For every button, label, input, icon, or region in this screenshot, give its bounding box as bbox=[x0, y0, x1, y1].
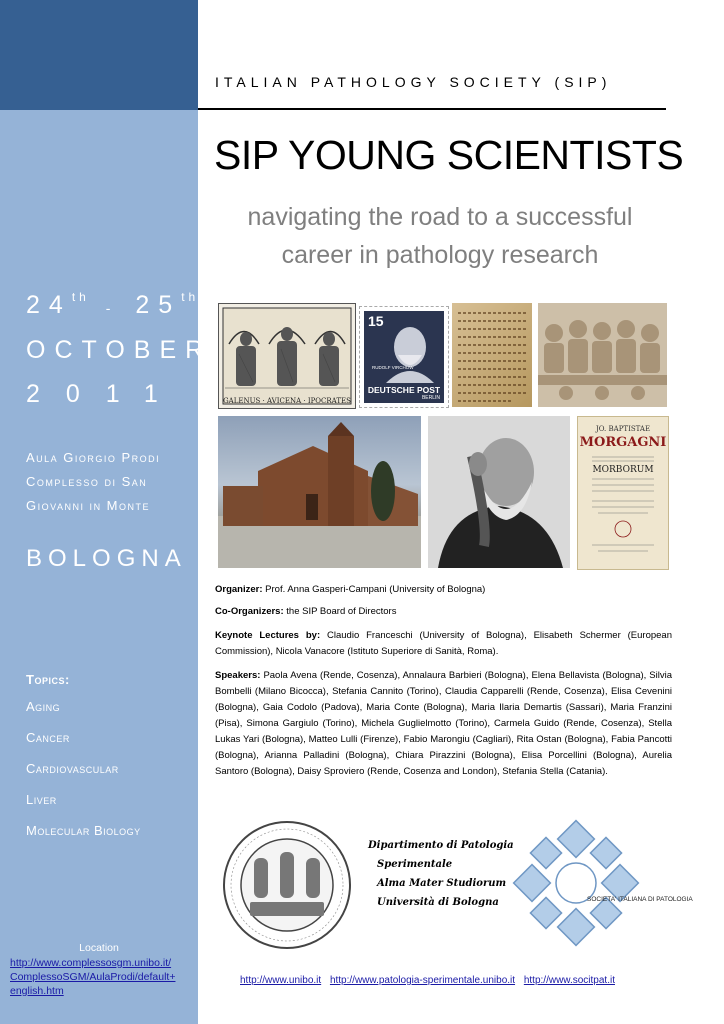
header-rule bbox=[198, 108, 666, 110]
venue-line: Giovanni in Monte bbox=[26, 498, 151, 513]
portrait-illustration bbox=[428, 416, 570, 568]
topics-heading: Topics: bbox=[26, 672, 70, 687]
organizer-text: Prof. Anna Gasperi-Campani (University of Bologna) bbox=[265, 584, 486, 595]
sip-logo-mark bbox=[505, 818, 670, 953]
fresco-illustration bbox=[219, 304, 355, 408]
footer-link-socitpat[interactable]: http://www.socitpat.it bbox=[523, 975, 615, 986]
keynote-line bbox=[215, 628, 672, 660]
morgagni-book-cover bbox=[577, 416, 669, 570]
stamp-face bbox=[364, 311, 444, 403]
location-link-line: http://www.complessosgm.unibo.it/ bbox=[10, 957, 172, 969]
speakers-label: Speakers: bbox=[215, 670, 261, 681]
subtitle-line: navigating the road to a successful bbox=[247, 203, 633, 231]
footer-links bbox=[240, 975, 621, 986]
relief-sculpture-image bbox=[538, 303, 667, 407]
church-illustration bbox=[218, 416, 421, 568]
book-text-lines bbox=[578, 417, 668, 569]
co-organizers-text: the SIP Board of Directors bbox=[286, 606, 397, 617]
subtitle-line: career in pathology research bbox=[281, 241, 599, 269]
location-label: Location bbox=[79, 942, 119, 954]
date-month: OCTOBER bbox=[26, 336, 213, 364]
day-start-suffix: th bbox=[71, 290, 90, 304]
day-start: 24 bbox=[26, 291, 72, 319]
keynote-label: Keynote Lectures by: bbox=[215, 630, 321, 641]
koch-portrait-photo bbox=[428, 416, 570, 568]
footer-link-unibo[interactable]: http://www.unibo.it bbox=[240, 975, 322, 986]
venue bbox=[26, 446, 160, 518]
topic-item: Cancer bbox=[26, 730, 70, 745]
fresco-caption: GALENUS · AVICENA · IPOCRATES bbox=[223, 397, 351, 405]
fresco-image bbox=[218, 303, 356, 409]
subtitle bbox=[205, 198, 675, 274]
topic-item: Liver bbox=[26, 792, 57, 807]
topic-item: Aging bbox=[26, 699, 61, 714]
relief-figures bbox=[538, 303, 667, 407]
co-organizers-label: Co-Organizers: bbox=[215, 606, 284, 617]
location-link-line: ComplessoSGM/AulaProdi/default+ bbox=[10, 971, 176, 983]
keynote-text: Claudio Franceschi (University of Bologna), Elisabeth Schermer (European Commission), Nicola Vanacore (Istituto Superiore di Sanità, Roma). bbox=[215, 630, 672, 657]
department-line: Alma Mater Studiorum bbox=[377, 878, 507, 889]
organizer-line bbox=[215, 582, 672, 598]
seal-illustration bbox=[220, 818, 355, 953]
day-end-suffix: th bbox=[181, 290, 200, 304]
date-year: 2011 bbox=[26, 380, 184, 408]
sidebar-header-block bbox=[0, 0, 198, 110]
co-organizers-line bbox=[215, 604, 672, 620]
location-link-line: english.htm bbox=[10, 985, 64, 997]
church-photo bbox=[218, 416, 421, 568]
department-line: Dipartimento di Patologia bbox=[368, 840, 514, 851]
manuscript-image bbox=[452, 303, 532, 407]
department-line: Sperimentale bbox=[377, 859, 453, 870]
department-line: Università di Bologna bbox=[377, 897, 499, 908]
city: BOLOGNA bbox=[26, 545, 187, 572]
footer-link-patologia[interactable]: http://www.patologia-sperimentale.unibo.it bbox=[329, 975, 516, 986]
page-title: SIP YOUNG SCIENTISTS bbox=[214, 132, 684, 178]
virchow-stamp bbox=[359, 306, 449, 408]
date-days bbox=[26, 290, 199, 320]
book-line: JO. BAPTISTAE bbox=[595, 425, 651, 433]
speakers-line bbox=[215, 668, 672, 780]
venue-line: Aula Giorgio Prodi bbox=[26, 450, 161, 465]
university-seal bbox=[220, 818, 355, 953]
topics-list bbox=[26, 672, 141, 854]
book-title: MORGAGNI bbox=[579, 435, 667, 450]
location-link[interactable] bbox=[10, 956, 188, 998]
day-end: 25 bbox=[135, 291, 182, 319]
location-block bbox=[10, 942, 188, 998]
speakers-text: Paola Avena (Rende, Cosenza), Annalaura Barbieri (Bologna), Elena Bellavista (Bologna), Silvia Bombelli (Milano Bicocca), Stefania Cannito (Torino), Claudia Capparelli (Rende, Cosenza), Elisa Cevenini (Bologna), Gaia Codolo (Padova), Maria Conte (Bologna), Maria Ilaria Demartis (Sassari), Maria Franzini (Pisa), Simona Gargiulo (Torino), Michela Guglielmotto (Torino), Carmela Guido (Rende, Cosenza), Stella Lukas Yari (Bologna), Matteo Lulli (Firenze), Fabio Marongiu (Cagliari), Rita Ostan (Bologna), Fabia Pancotti (Bologna), Arianna Palladini (Bologna), Chiara Pirazzini (Bologna), Elisa Porcellini (Bologna), Aurelia Santoro (Bologna), Daisy Sproviero (Rende, Cosenza and London), Stefania Stella (Catania). bbox=[215, 670, 672, 777]
topic-item: Cardiovascular bbox=[26, 761, 119, 776]
venue-line: Complesso di San bbox=[26, 474, 148, 489]
topic-item: Molecular Biology bbox=[26, 823, 141, 838]
date-separator: - bbox=[105, 300, 120, 316]
sip-logo-text: SOCIETA' ITALIANA DI PATOLOGIA bbox=[587, 896, 693, 903]
stamp-city: BERLIN bbox=[421, 395, 440, 401]
book-subtitle: MORBORUM bbox=[592, 465, 654, 475]
stamp-name: RUDOLF VIRCHOW bbox=[372, 365, 414, 370]
organizer-label: Organizer: bbox=[215, 584, 263, 595]
manuscript-text-lines bbox=[452, 303, 532, 407]
society-name: ITALIAN PATHOLOGY SOCIETY (SIP) bbox=[215, 74, 612, 90]
stamp-value: 15 bbox=[368, 313, 384, 329]
stamp-country: DEUTSCHE POST bbox=[367, 385, 441, 395]
sip-logo bbox=[505, 818, 693, 953]
department-block bbox=[368, 836, 514, 912]
